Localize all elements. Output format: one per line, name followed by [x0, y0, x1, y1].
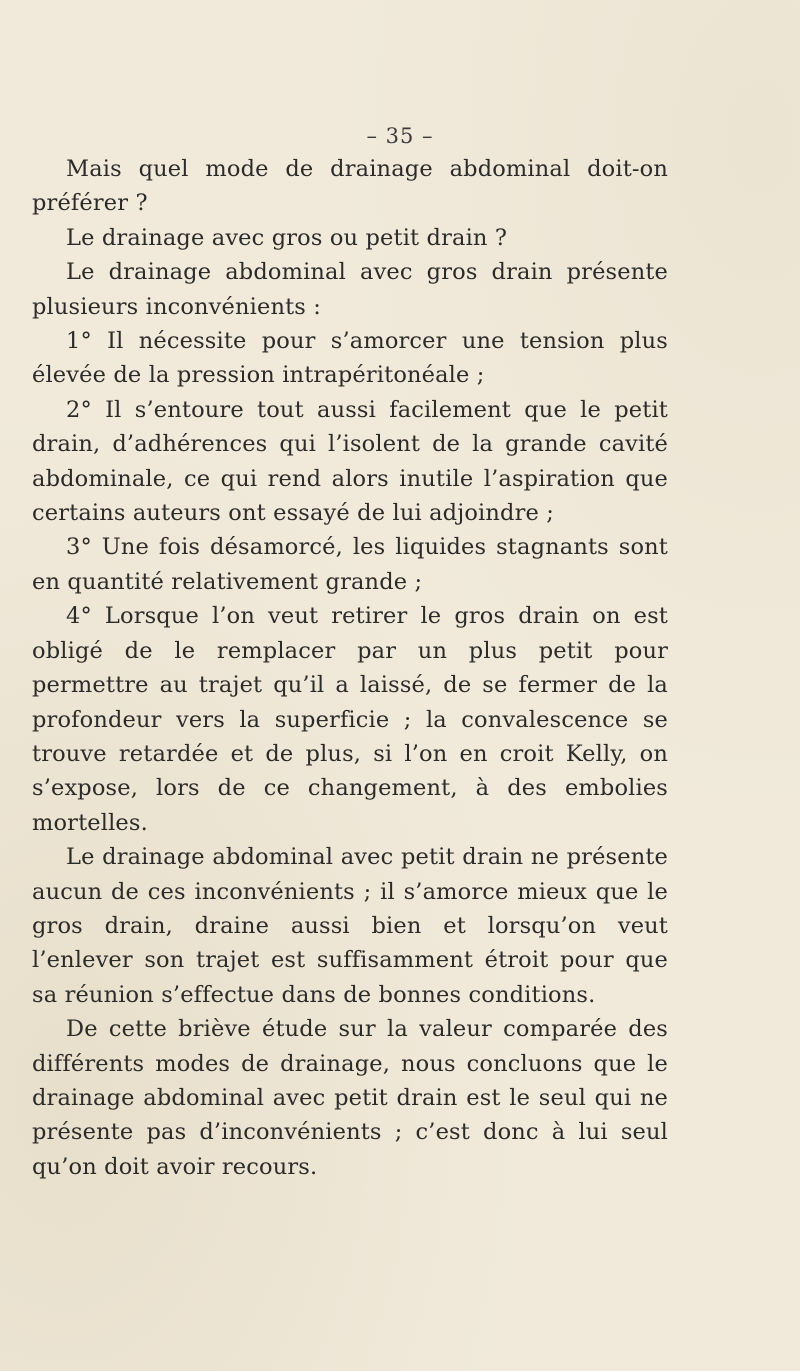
paragraph-petit-drain: Le drainage abdominal avec petit drain ne présente aucun de ces inconvénients ; il s’amorce mieux que le gros drain, draine aussi bien et lorsqu’on veut l’enlever son trajet est suffisamment étroit pour que sa réunion s’effectue dans de bonnes conditions.	[32, 844, 668, 1008]
paragraph-point-4: 4° Lorsque l’on veut retirer le gros drain on est obligé de le remplacer par un plus petit pour permettre au trajet qu’il a laissé, de se fermer de la profondeur vers la superficie ; la convalescence se trouve retardée et de plus, si l’on en croit Kelly, on s’expose, lors de ce changement, à des embolies mortelles.	[32, 603, 668, 836]
paragraph-conclusion: De cette briève étude sur la valeur comparée des différents modes de drainage, nous concluons que le drainage abdominal avec petit drain est le seul qui ne présente pas d’inconvénients ; c’est donc à lui seul qu’on doit avoir recours.	[32, 1016, 668, 1180]
paragraph-inconvenients-intro: Le drainage abdominal avec gros drain présente plusieurs inconvénients :	[32, 259, 668, 320]
paragraph-question: Mais quel mode de drainage abdominal doit-on préférer ?	[32, 156, 668, 217]
body-text	[32, 152, 668, 1184]
paragraph-point-1: 1° Il nécessite pour s’amorcer une tension plus élevée de la pression intrapéritonéale ;	[32, 328, 668, 389]
paragraph-point-3: 3° Une fois désamorcé, les liquides stagnants sont en quantité relativement grande ;	[32, 534, 668, 595]
paragraph-subquestion: Le drainage avec gros ou petit drain ?	[66, 224, 508, 251]
page-number: – 35 –	[366, 124, 434, 148]
paragraph-point-2: 2° Il s’entoure tout aussi facilement que le petit drain, d’adhérences qui l’isolent de la grande cavité abdominale, ce qui rend alors inutile l’aspiration que certains auteurs ont essayé de lui adjoindre ;	[32, 396, 668, 527]
